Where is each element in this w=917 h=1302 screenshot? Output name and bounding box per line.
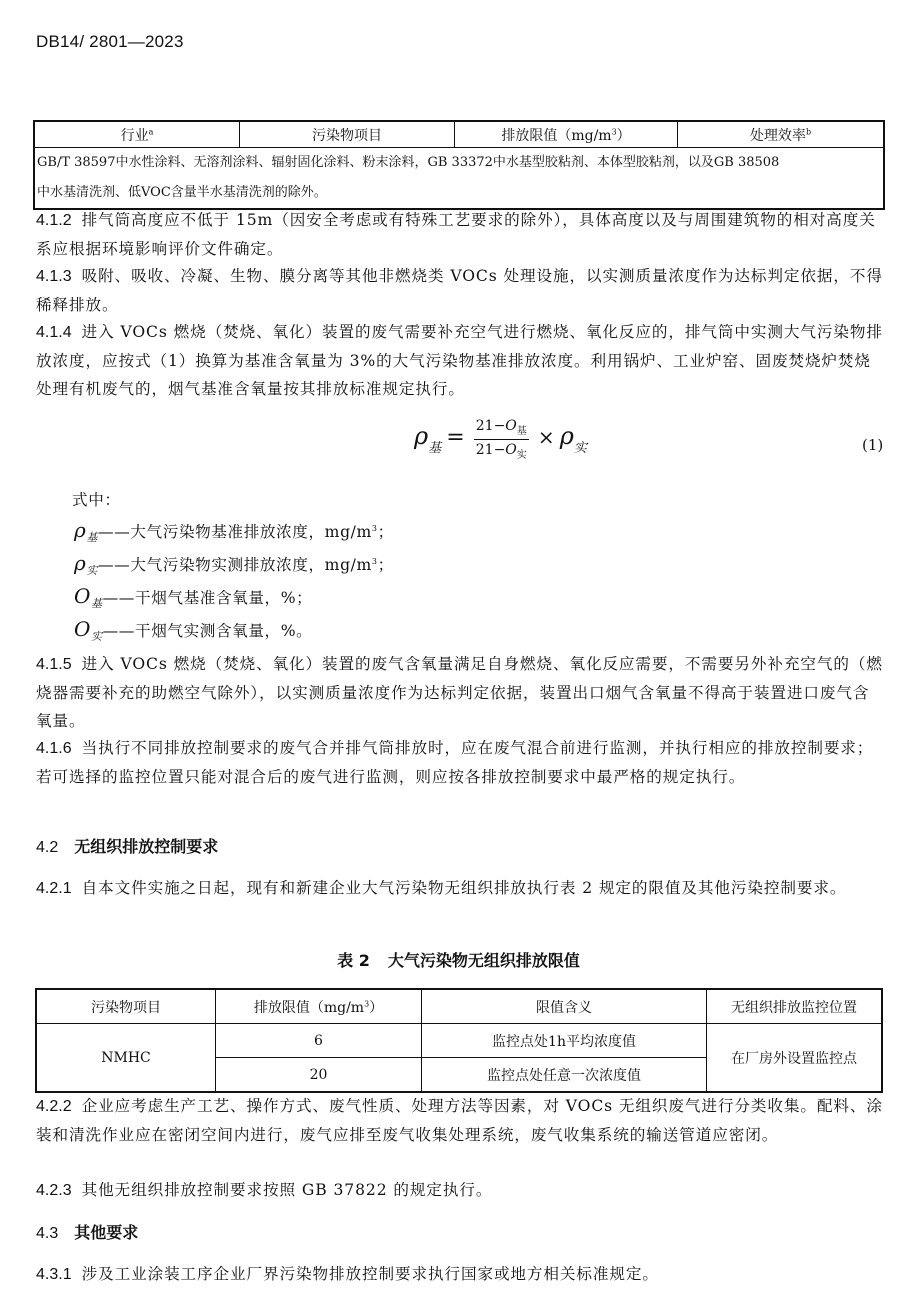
column-header-location: 无组织排放监控位置 — [707, 989, 883, 1024]
column-header-limit: 排放限值$(mg/m^3)$ — [216, 989, 422, 1024]
table-1-continued — [33, 120, 885, 210]
clause-4-2-2: 4.2.2 企业应考虑生产工艺、操作方式、废气性质、处理方法等因素，对 VOCs 无组织废气进行分类收集。配料、涂装和清洗作业应在密闭空间内进行，废气应排至废气收集处理系统，废气收集系统的输送管道应密闭。 — [36, 1097, 883, 1144]
column-header-industry: 行业$^a$ — [34, 121, 240, 148]
symbol-o-shi: $O_实——$干烟气实测含氧量，%。 — [74, 617, 313, 644]
clause-4-1-4: 4.1.4 进入 VOCs 燃烧（焚烧、氧化）装置的废气需要补充空气进行燃烧、氧化反应的，排气筒中实测大气污染物排放浓度，应按式（1）换算为基准含氧量为 3%的大气污染物基准排放浓度。利用锅炉、工业炉窑、固废焚烧炉焚烧处理有机废气的，烟气基准含氧量按其排放标准规定执行。 — [36, 323, 883, 398]
table-row — [36, 1024, 882, 1058]
clause-4-1-3: 4.1.3 吸附、吸收、冷凝、生物、膜分离等其他非燃烧类 VOCs 处理设施，以实测质量浓度作为达标判定依据，不得稀释排放。 — [36, 267, 883, 314]
clause-4-2-1: 4.2.1 自本文件实施之日起，现有和新建企业大气污染物无组织排放执行表 2 规定的限值及其他污染控制要求。 — [36, 879, 847, 897]
location-cell: 在厂房外设置监控点 — [707, 1024, 883, 1093]
clause-4-1-5: 4.1.5 进入 VOCs 燃烧（焚烧、氧化）装置的废气含氧量满足自身燃烧、氧化反应需要，不需要另外补充空气的（燃烧器需要补充的助燃空气除外），以实测质量浓度作为达标判定依据，装置出口烟气含氧量不得高于装置进口废气含氧量。 — [36, 655, 883, 730]
limit-cell: 20 — [216, 1058, 422, 1093]
table-2 — [35, 988, 883, 1093]
clause-4-3-1: 4.3.1 涉及工业涂装工序企业厂界污染物排放控制要求执行国家或地方相关标准规定。 — [36, 1265, 659, 1283]
symbol-rho-ji: $\rho_基——$大气污染物基准排放浓度，$mg/m^3$； — [74, 518, 394, 545]
formula-1: $\rho_基$ = $\frac{21-O_基}{21-O_实}$ × $\rho_实$ — [414, 418, 587, 461]
table-note-row — [34, 148, 884, 210]
table-header-row — [34, 121, 884, 148]
formula-fraction: $\frac{21-O_基}{21-O_实}$ — [475, 418, 527, 461]
clause-4-1-6: 4.1.6 当执行不同排放控制要求的废气合并排气筒排放时，应在废气混合前进行监测，并执行相应的排放控制要求；若可选择的监控位置只能对混合后的废气进行监测，则应按各排放控制要求中最严格的规定执行。 — [36, 739, 874, 786]
equation-number: (1) — [862, 436, 884, 454]
section-4-3-heading: 4.3 其他要求 — [36, 1223, 139, 1242]
column-header-meaning: 限值含义 — [422, 989, 707, 1024]
table-2-caption: 表 2 大气污染物无组织排放限值 — [337, 951, 580, 970]
table-header-row — [36, 989, 882, 1024]
pollutant-cell: NMHC — [36, 1024, 216, 1093]
table-footnote: GB/T 38597中水性涂料、无溶剂涂料、辐射固化涂料、粉末涂料，GB 33372中水基型胶粘剂、本体型胶粘剂，以及GB 38508 中水基清洗剂、低VOC含量半水基清洗剂的除外。 — [34, 148, 884, 210]
meaning-cell: 监控点处1h平均浓度值 — [422, 1024, 707, 1058]
symbol-o-ji: $O_基——$干烟气基准含氧量，%； — [74, 584, 313, 611]
clause-4-1-2: 4.1.2 排气筒高度应不低于 15m（因安全考虑或有特殊工艺要求的除外），具体高度以及与周围建筑物的相对高度关系应根据环境影响评价文件确定。 — [36, 211, 876, 258]
meaning-cell: 监控点处任意一次浓度值 — [422, 1058, 707, 1093]
column-header-limit: 排放限值$(mg/m^3)$ — [455, 121, 678, 148]
document-code-header: DB14/ 2801—2023 — [36, 32, 184, 51]
symbol-rho-shi: $\rho_实——$大气污染物实测排放浓度，$mg/m^3$； — [74, 551, 394, 578]
section-4-2-heading: 4.2 无组织排放控制要求 — [36, 837, 219, 856]
column-header-efficiency: 处理效率$^b$ — [678, 121, 885, 148]
where-label: 式中： — [72, 491, 121, 509]
column-header-pollutant: 污染物项目 — [240, 121, 455, 148]
limit-cell: 6 — [216, 1024, 422, 1058]
column-header-pollutant: 污染物项目 — [36, 989, 216, 1024]
clause-4-2-3: 4.2.3 其他无组织排放控制要求按照 GB 37822 的规定执行。 — [36, 1181, 493, 1199]
